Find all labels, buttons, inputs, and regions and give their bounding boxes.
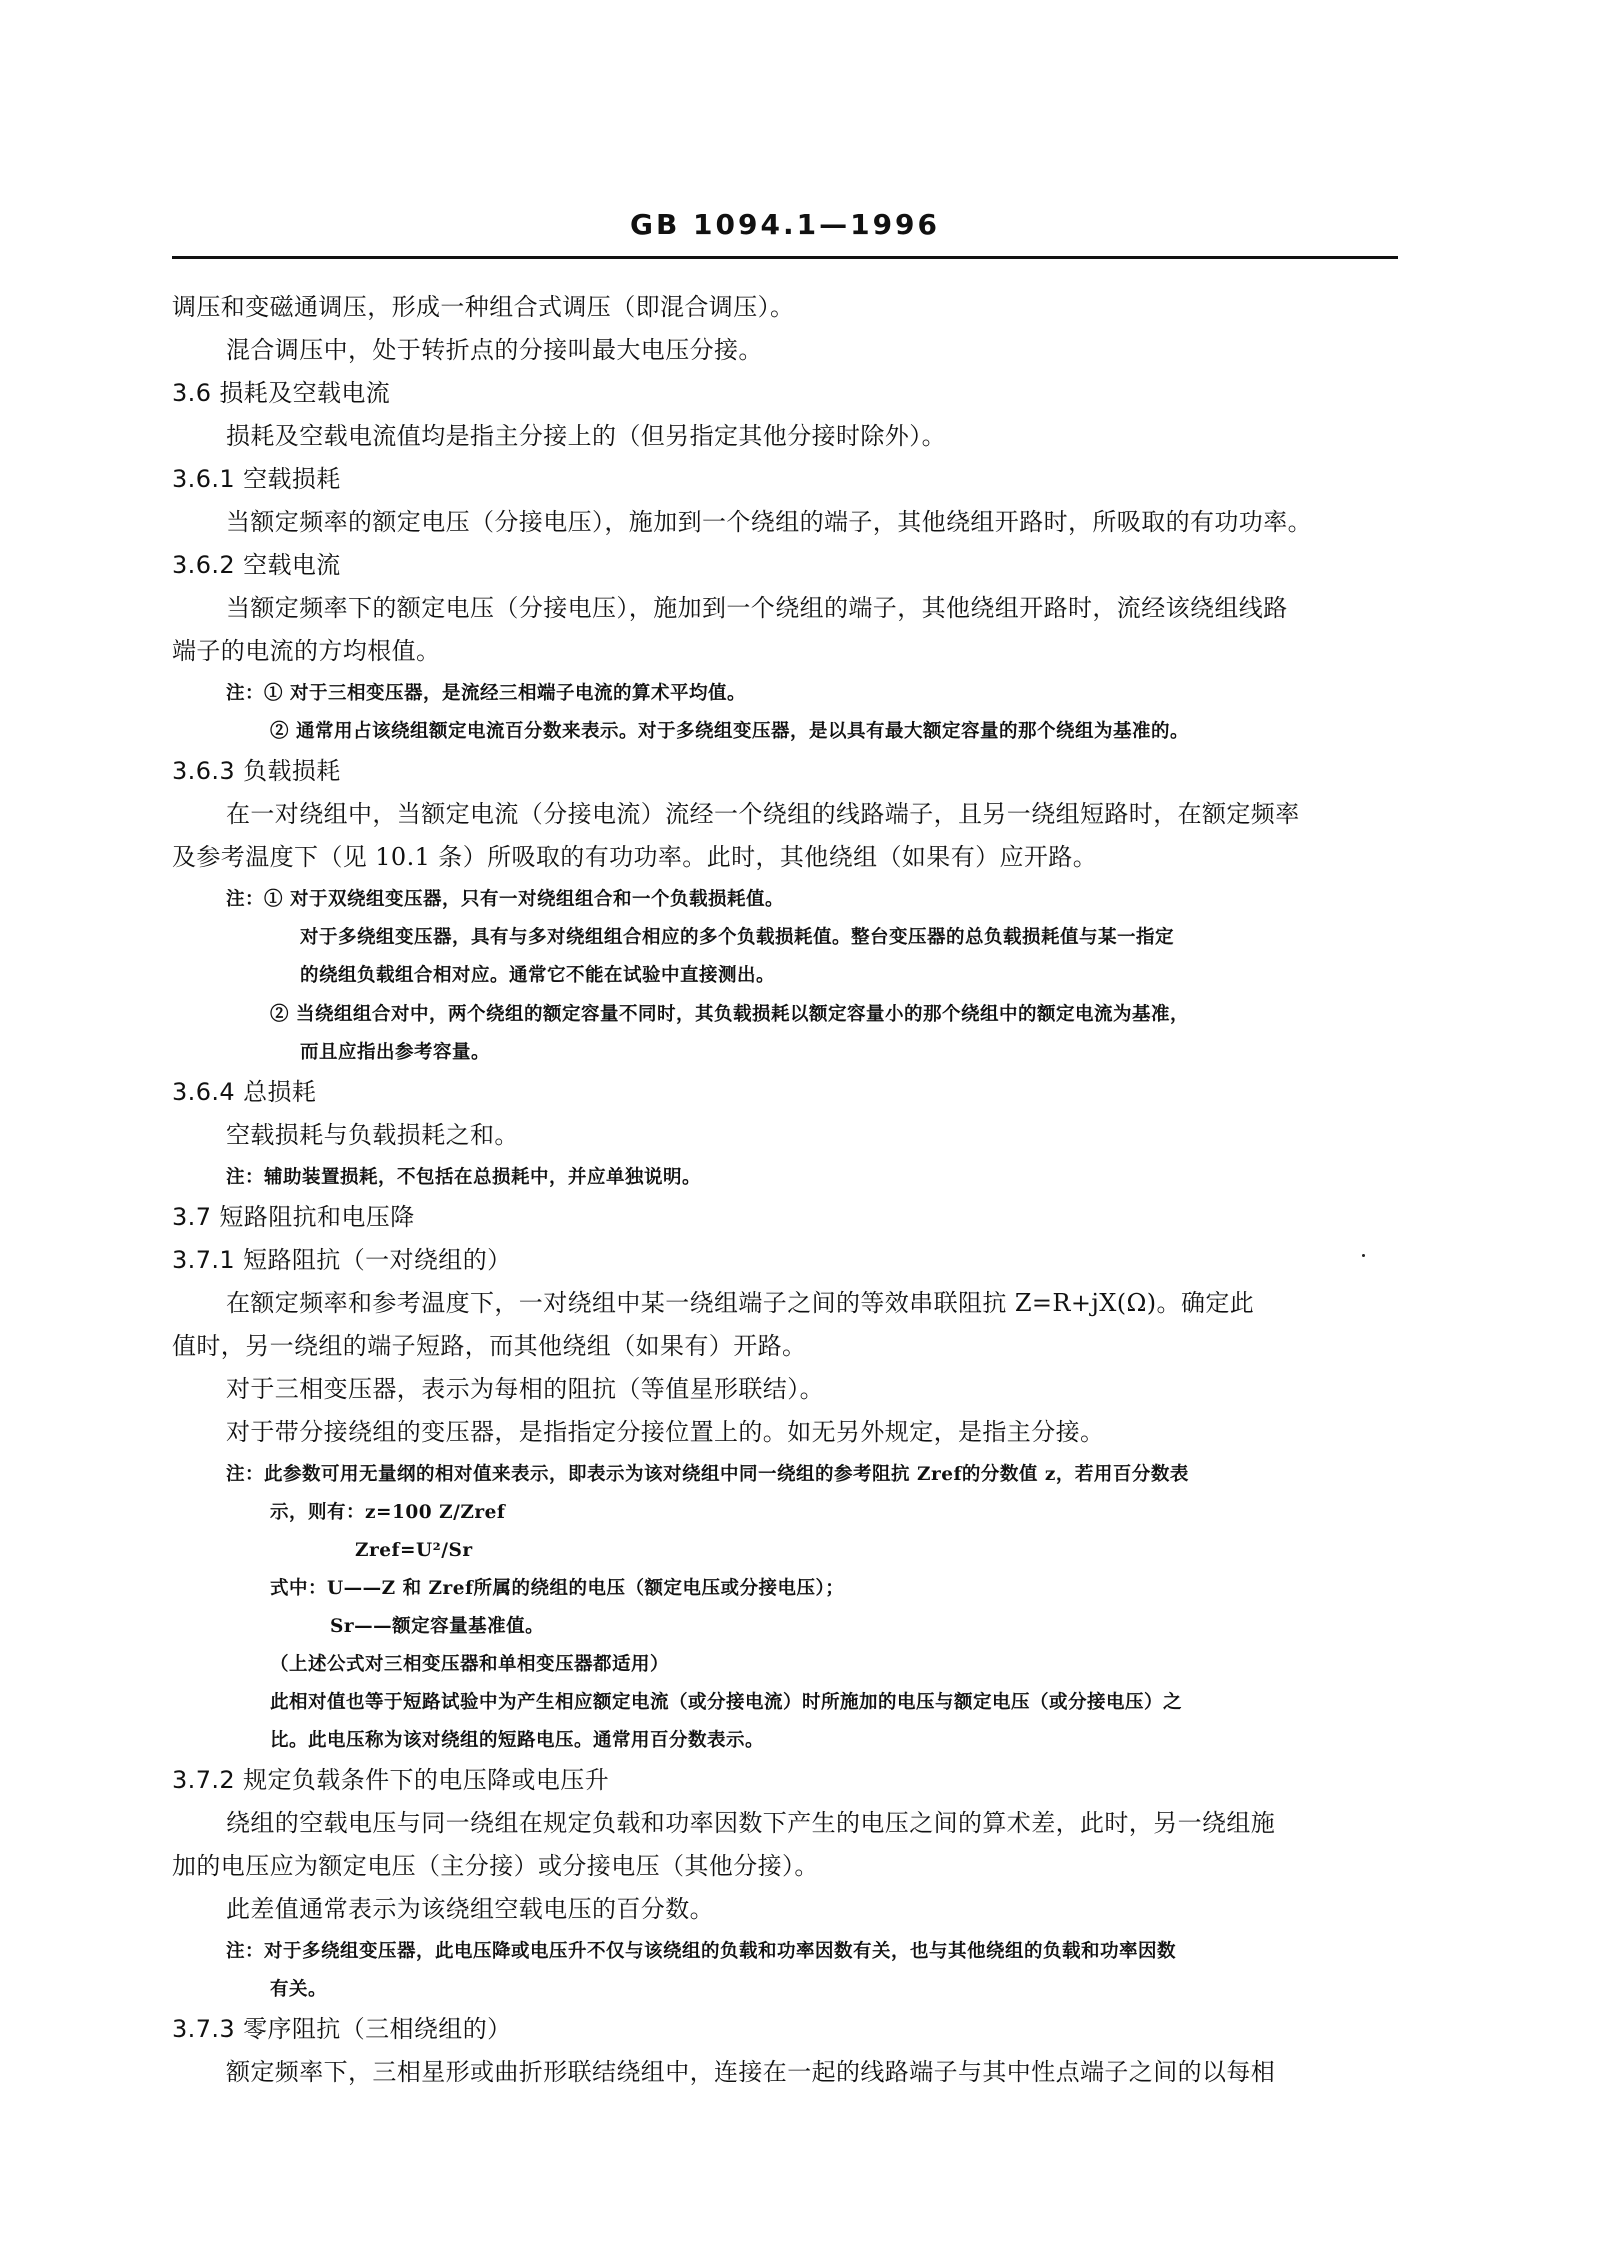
note-line: 示，则有：z=100 Z/Zref [270,1502,506,1523]
stray-mark [1362,1254,1365,1257]
note-line: 式中：U——Z 和 Zref所属的绕组的电压（额定电压或分接电压）； [270,1578,845,1599]
note-line: 有关。 [270,1979,328,2000]
body-line: 在一对绕组中，当额定电流（分接电流）流经一个绕组的线路端子，且另一绕组短路时，在额定频率 [226,800,1300,828]
standard-number-header: GB 1094.1—1996 [629,208,941,241]
body-line: 混合调压中，处于转折点的分接叫最大电压分接。 [226,336,763,364]
body-line: 调压和变磁通调压，形成一种组合式调压（即混合调压）。 [172,293,795,321]
section-heading: 3.6.3 负载损耗 [172,757,341,785]
body-line: 当额定频率下的额定电压（分接电压），施加到一个绕组的端子，其他绕组开路时，流经该绕组线路 [226,594,1288,622]
note-line: （上述公式对三相变压器和单相变压器都适用） [270,1654,670,1675]
section-heading: 3.6.1 空载损耗 [172,465,341,493]
note-line: 对于多绕组变压器，具有与多对绕组组合相应的多个负载损耗值。整台变压器的总负载损耗值与某一指定 [300,927,1175,948]
body-line: 对于三相变压器，表示为每相的阻抗（等值星形联结）。 [226,1375,824,1403]
section-heading: 3.7.2 规定负载条件下的电压降或电压升 [172,1766,610,1794]
body-line: 额定频率下，三相星形或曲折形联结绕组中，连接在一起的线路端子与其中性点端子之间的以每相 [226,2058,1276,2086]
body-line: 此差值通常表示为该绕组空载电压的百分数。 [226,1895,714,1923]
body-line: 空载损耗与负载损耗之和。 [226,1121,519,1149]
body-line: 及参考温度下（见 10.1 条）所吸取的有功功率。此时，其他绕组（如果有）应开路。 [172,843,1098,871]
body-line: 值时，另一绕组的端子短路，而其他绕组（如果有）开路。 [172,1332,807,1360]
note-line: 比。此电压称为该对绕组的短路电压。通常用百分数表示。 [270,1730,765,1751]
section-heading: 3.6.4 总损耗 [172,1078,317,1106]
body-line: 加的电压应为额定电压（主分接）或分接电压（其他分接）。 [172,1852,819,1880]
note-line: 的绕组负载组合相对应。通常它不能在试验中直接测出。 [300,965,776,986]
note-line: 注：① 对于双绕组变压器，只有一对绕组组合和一个负载损耗值。 [226,889,784,910]
note-line: 注：对于多绕组变压器，此电压降或电压升不仅与该绕组的负载和功率因数有关，也与其他绕组的负载和功率因数 [226,1941,1177,1962]
note-line: 注：① 对于三相变压器，是流经三相端子电流的算术平均值。 [226,683,746,704]
note-line: ② 当绕组组合对中，两个绕组的额定容量不同时，其负载损耗以额定容量小的那个绕组中的额定电流为基准， [270,1004,1189,1025]
note-line: Sr——额定容量基准值。 [330,1616,545,1637]
note-line: 此相对值也等于短路试验中为产生相应额定电流（或分接电流）时所施加的电压与额定电压（或分接电压）之 [270,1692,1183,1713]
section-heading: 3.7.3 零序阻抗（三相绕组的） [172,2015,512,2043]
body-line: 损耗及空载电流值均是指主分接上的（但另指定其他分接时除外）。 [226,422,946,450]
formula-line: Zref=U²/Sr [355,1540,473,1561]
section-heading: 3.7.1 短路阻抗（一对绕组的） [172,1246,512,1274]
note-line: 注：此参数可用无量纲的相对值来表示，即表示为该对绕组中同一绕组的参考阻抗 Zref的分数值 z，若用百分数表 [226,1464,1189,1485]
note-line: 注：辅助装置损耗，不包括在总损耗中，并应单独说明。 [226,1167,702,1188]
note-line: 而且应指出参考容量。 [300,1042,491,1063]
note-line: ② 通常用占该绕组额定电流百分数来表示。对于多绕组变压器，是以具有最大额定容量的那个绕组为基准的。 [270,721,1189,742]
body-line: 对于带分接绕组的变压器，是指指定分接位置上的。如无另外规定，是指主分接。 [226,1418,1105,1446]
body-line: 在额定频率和参考温度下，一对绕组中某一绕组端子之间的等效串联阻抗 Z=R+jX(Ω)。确定此 [226,1289,1255,1317]
body-line: 绕组的空载电压与同一绕组在规定负载和功率因数下产生的电压之间的算术差，此时，另一绕组施 [226,1809,1276,1837]
section-heading: 3.6 损耗及空载电流 [172,379,391,407]
section-heading: 3.6.2 空载电流 [172,551,341,579]
body-line: 端子的电流的方均根值。 [172,637,441,665]
section-heading: 3.7 短路阻抗和电压降 [172,1203,415,1231]
body-line: 当额定频率的额定电压（分接电压），施加到一个绕组的端子，其他绕组开路时，所吸取的有功功率。 [226,508,1312,536]
header-rule [172,256,1398,259]
